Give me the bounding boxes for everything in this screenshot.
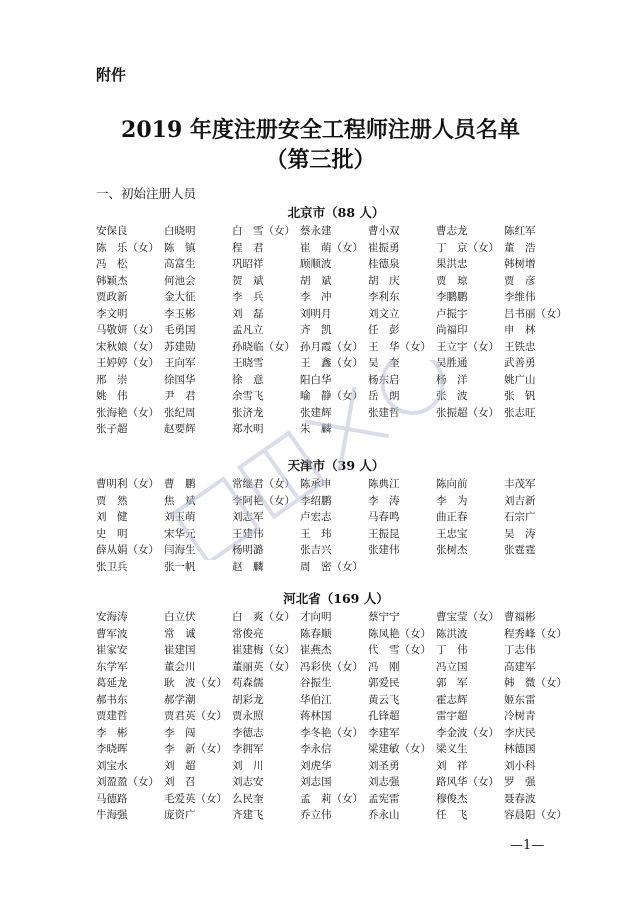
name-entry: 李 涛: [368, 494, 400, 507]
name-entry: 孙月霞（女）: [300, 340, 363, 353]
name-entry: 李永信: [300, 743, 332, 755]
region-hebei: [96, 590, 576, 824]
name-entry: 高建军: [504, 660, 536, 673]
name-entry: 李德志: [232, 726, 264, 739]
name-entry: 吴胜通: [436, 357, 468, 369]
name-entry: 申 林: [504, 324, 536, 336]
name-entry: 才向明: [300, 611, 332, 623]
name-entry: 何池会: [164, 274, 196, 287]
name-entry: 闫海生: [164, 544, 196, 556]
name-entry: 毛勇国: [164, 324, 196, 336]
name-entry: 张济龙: [232, 406, 264, 419]
name-entry: 代 雪（女）: [368, 644, 431, 656]
name-entry: 曲正春: [436, 511, 468, 523]
name-entry: 李绍鹏: [300, 494, 332, 507]
name-entry: 吴 涛: [504, 527, 536, 540]
name-entry: 冯立国: [436, 660, 468, 673]
name-entry: 李冬艳（女）: [300, 726, 363, 739]
name-entry: 郑水明: [232, 423, 264, 435]
name-entry: 徐 意: [232, 373, 264, 386]
name-entry: 胡彩龙: [232, 693, 264, 706]
name-entry: 张卫兵: [96, 560, 128, 573]
name-entry: 杨明潞: [232, 544, 264, 556]
name-entry: 齐 凯: [300, 324, 332, 336]
name-entry: 张建伟: [368, 544, 400, 556]
name-entry: 齐建飞: [232, 809, 264, 821]
name-entry: 陈凤艳（女）: [368, 627, 431, 640]
name-entry: 安海涛: [96, 611, 128, 623]
name-entry: 曹福彬: [504, 611, 536, 623]
region-title: 天津市（39 人）: [287, 458, 385, 473]
name-entry: 卢振宇: [436, 307, 468, 320]
name-entry: 任 彭: [368, 324, 400, 336]
name-entry: 曹宝莹（女）: [436, 611, 499, 623]
name-entry: 赵要辉: [164, 423, 196, 435]
document-subtitle: （第三批）: [265, 147, 376, 173]
name-entry: 贾 然: [96, 494, 128, 507]
name-entry: 张志旺: [504, 406, 536, 419]
name-entry: 马春鸣: [368, 511, 400, 523]
name-entry: 罗 强: [504, 776, 536, 788]
name-entry: 白 雪（女）: [232, 225, 295, 237]
name-entry: 马德路: [96, 792, 128, 805]
name-grid: [96, 476, 576, 575]
name-entry: 史 明: [96, 527, 128, 540]
name-entry: 朱 麟: [300, 423, 332, 435]
attachment-label: 附件: [96, 66, 127, 84]
name-entry: 安保良: [96, 225, 128, 237]
name-entry: 刘小科: [504, 759, 536, 772]
name-entry: 乔立伟: [300, 809, 332, 821]
name-entry: 孟凡立: [232, 324, 264, 336]
name-entry: 白 爽（女）: [232, 611, 295, 623]
name-entry: 张纪周: [164, 406, 196, 419]
name-entry: 刘 祥: [436, 759, 468, 772]
name-entry: 程秀峰（女）: [504, 627, 567, 640]
name-grid: [96, 609, 576, 824]
name-entry: 郝学潮: [164, 693, 196, 706]
name-entry: 李 为: [436, 494, 468, 507]
region-tianjin: [96, 457, 576, 575]
name-entry: 陈 镇: [164, 241, 196, 254]
name-entry: 曹明利（女）: [96, 478, 159, 490]
name-entry: 吕书丽（女）: [504, 307, 567, 320]
name-entry: 华伯江: [300, 693, 332, 706]
name-entry: 冯彩侠（女）: [300, 660, 363, 673]
name-entry: 张 钒: [504, 390, 536, 402]
name-entry: 刘圣勇: [368, 759, 400, 772]
name-entry: 张霆霆: [504, 544, 536, 556]
name-entry: 刘志安: [232, 776, 264, 788]
name-entry: 杨东启: [368, 373, 400, 386]
name-entry: 王婷婷（女）: [96, 357, 159, 369]
name-entry: 毛爱英（女）: [164, 792, 227, 805]
name-entry: 董 浩: [504, 241, 536, 254]
name-entry: 宋秋娘（女）: [96, 340, 159, 353]
name-entry: 黄云飞: [368, 693, 400, 706]
name-entry: 董会川: [164, 660, 196, 673]
name-entry: 聂春波: [504, 792, 536, 805]
name-entry: 刘 磊: [232, 307, 264, 320]
name-entry: 吴 奎: [368, 357, 400, 369]
name-entry: 谷振生: [300, 677, 332, 689]
name-entry: 李 新（女）: [164, 743, 227, 755]
name-entry: 刘 召: [164, 776, 196, 788]
name-entry: 冯 刚: [368, 660, 400, 673]
name-entry: 蔡永建: [300, 225, 332, 237]
name-entry: 崔家安: [96, 644, 128, 656]
name-entry: 雷宇超: [436, 710, 468, 722]
name-entry: 余雪飞: [232, 390, 264, 402]
region-title: 河北省（169 人）: [283, 591, 389, 606]
name-entry: 苏建勋: [164, 340, 196, 353]
name-grid: [96, 223, 576, 438]
name-entry: 刘志强: [368, 776, 400, 788]
name-entry: 刘宝水: [96, 759, 128, 772]
name-entry: 王晓雪: [232, 357, 264, 369]
name-entry: 郝书东: [96, 693, 128, 706]
name-entry: 顾顺波: [300, 258, 332, 270]
name-entry: 路风华（女）: [436, 776, 499, 788]
name-entry: 卢宏志: [300, 511, 332, 523]
name-entry: 王 玮: [300, 527, 332, 540]
name-entry: 王建伟: [232, 527, 264, 540]
name-entry: 李鹏鹏: [436, 291, 468, 303]
name-entry: 丁志伟: [504, 644, 536, 656]
name-entry: 武善勇: [504, 357, 536, 369]
name-entry: 崔建梅（女）: [232, 644, 295, 656]
name-entry: 焦 斌: [164, 494, 196, 507]
name-entry: 刘盈盈（女）: [96, 776, 159, 788]
name-entry: 贾永照: [232, 710, 264, 722]
name-entry: 陈承申: [300, 478, 332, 490]
name-entry: 刘吉新: [504, 494, 536, 507]
name-entry: 王向军: [164, 357, 196, 369]
name-entry: 张 波: [436, 390, 468, 402]
document-title: 2019 年度注册安全工程师注册人员名单: [121, 117, 520, 143]
name-entry: 喻 静（女）: [300, 390, 363, 402]
name-entry: 尹 君: [164, 390, 196, 402]
name-entry: 苟森儒: [232, 677, 264, 689]
name-entry: 郭爱民: [368, 677, 400, 689]
name-entry: 张海艳（女）: [96, 406, 159, 419]
name-entry: 常俊亮: [232, 627, 264, 640]
name-entry: 李文明: [96, 307, 128, 320]
name-entry: 刘 川: [232, 759, 264, 772]
name-entry: 桂德泉: [368, 258, 400, 270]
name-entry: 姚 伟: [96, 390, 128, 402]
name-entry: 陈典江: [368, 478, 400, 490]
name-entry: 宋华元: [164, 527, 196, 540]
name-entry: 东学军: [96, 660, 128, 673]
name-entry: 杨 洋: [436, 373, 468, 386]
name-entry: 张子超: [96, 423, 128, 435]
name-entry: 李拥军: [232, 743, 264, 755]
name-entry: 孔锋超: [368, 710, 400, 722]
name-entry: 果洪忠: [436, 258, 468, 270]
name-entry: 刘虎华: [300, 759, 332, 772]
name-entry: 曹军波: [96, 627, 128, 640]
name-entry: 任 飞: [436, 809, 468, 821]
name-entry: 丁 京（女）: [436, 241, 499, 254]
name-entry: 常继君（女）: [232, 478, 295, 490]
name-entry: 薛从娟（女）: [96, 544, 159, 556]
name-entry: 穆俊杰: [436, 792, 468, 805]
name-entry: 王 华（女）: [368, 340, 431, 353]
name-entry: 李利东: [368, 291, 400, 303]
name-entry: 崔振勇: [368, 241, 400, 254]
name-entry: 陈红军: [504, 225, 536, 237]
name-entry: 陈向前: [436, 478, 468, 490]
name-entry: 白晓明: [164, 225, 196, 237]
name-entry: 巩昭祥: [232, 258, 264, 270]
name-entry: 冷树青: [504, 710, 536, 722]
name-entry: 曹 鹏: [164, 478, 196, 490]
name-entry: 李 彬: [96, 726, 128, 739]
name-entry: 霍志辉: [436, 693, 468, 706]
region-beijing: [96, 204, 576, 438]
name-entry: 周 密（女）: [300, 560, 363, 573]
name-entry: 张建辉: [300, 406, 332, 419]
name-entry: 林德国: [504, 743, 536, 755]
name-entry: 李 闯: [164, 726, 196, 739]
name-entry: 丁 伟: [436, 644, 468, 656]
name-entry: 葛延龙: [96, 677, 128, 689]
name-entry: 韩 微（女）: [504, 677, 567, 689]
name-entry: 李金波（女）: [436, 726, 499, 739]
name-entry: 陈春顺: [300, 627, 332, 640]
name-entry: 阳白华: [300, 373, 332, 386]
name-entry: 贺 斌: [232, 274, 264, 287]
name-entry: 崔 萌（女）: [300, 241, 363, 254]
name-entry: 程 君: [232, 241, 264, 254]
name-entry: 马敬妍（女）: [96, 324, 159, 336]
name-entry: 李庆民: [504, 726, 536, 739]
name-entry: 崔建国: [164, 644, 196, 656]
name-entry: 刘志军: [232, 511, 264, 523]
name-entry: 崔燕杰: [300, 644, 332, 656]
name-entry: 庞资广: [164, 809, 196, 821]
name-entry: 高富生: [164, 258, 196, 270]
name-entry: 贾 琼: [436, 274, 468, 287]
name-entry: 王 鑫（女）: [300, 357, 363, 369]
name-entry: 贾 彦: [504, 274, 536, 287]
region-title: 北京市（88 人）: [287, 205, 385, 220]
name-entry: 刘 健: [96, 511, 128, 523]
name-entry: 乔永山: [368, 809, 400, 821]
name-entry: 金大征: [164, 291, 196, 303]
name-entry: 张吉兴: [300, 544, 332, 556]
name-entry: 徐国华: [164, 373, 196, 386]
name-entry: 张一帆: [164, 560, 196, 573]
name-entry: 梁建敏（女）: [368, 743, 431, 755]
name-entry: 冯 松: [96, 258, 128, 270]
name-entry: 曹志龙: [436, 225, 468, 237]
name-entry: 丰茂军: [504, 478, 536, 490]
name-entry: 赵 麟: [232, 560, 264, 573]
name-entry: 刘明月: [300, 307, 332, 320]
name-entry: 梁义生: [436, 743, 468, 755]
name-entry: 李晓晖: [96, 743, 128, 755]
name-entry: 邢 崇: [96, 373, 128, 386]
name-entry: 刘志国: [300, 776, 332, 788]
name-entry: 李 冲: [300, 291, 332, 303]
name-entry: 郭 军: [436, 677, 468, 689]
name-entry: 贾君英（女）: [164, 710, 227, 722]
name-entry: 王立宇（女）: [436, 340, 499, 353]
name-entry: 胡 斌: [300, 274, 332, 287]
name-entry: 韩树增: [504, 258, 536, 270]
name-entry: 胡 庆: [368, 274, 400, 287]
name-entry: 白立伏: [164, 611, 196, 623]
name-entry: 孙晓临（女）: [232, 340, 295, 353]
name-entry: 张振超（女）: [436, 406, 499, 419]
name-entry: 曹小双: [368, 225, 400, 237]
name-entry: 耿 波（女）: [164, 677, 227, 689]
name-entry: 陈洪波: [436, 627, 468, 640]
name-entry: 尚福印: [436, 324, 468, 336]
name-entry: 王铁忠: [504, 340, 536, 353]
name-entry: 岳 朗: [368, 390, 400, 402]
name-entry: 贾建哲: [96, 710, 128, 722]
name-entry: 石宗广: [504, 511, 536, 523]
name-entry: 王振昆: [368, 527, 400, 540]
name-entry: 姚广山: [504, 373, 536, 386]
name-entry: 蒋林国: [300, 710, 332, 722]
name-entry: 张树杰: [436, 544, 468, 556]
name-entry: 姬东雷: [504, 693, 536, 706]
name-entry: 常 诚: [164, 627, 196, 640]
name-entry: 贾政新: [96, 291, 128, 303]
name-entry: 刘 超: [164, 759, 196, 772]
name-entry: 容晨阳（女）: [504, 809, 567, 821]
name-entry: 牛海强: [96, 809, 128, 821]
name-entry: 孟宪雷: [368, 792, 400, 805]
name-entry: 孟 莉（女）: [300, 792, 363, 805]
name-entry: 韩颖杰: [96, 274, 128, 287]
section-heading: 一、初始注册人员: [96, 186, 197, 201]
name-entry: 李玉彬: [164, 307, 196, 320]
name-entry: 张建哲: [368, 406, 400, 419]
name-entry: 陈 乐（女）: [96, 241, 159, 254]
page-number: —1—: [510, 838, 545, 853]
name-entry: 李阿艳（女）: [232, 494, 295, 507]
name-entry: 董丽英（女）: [232, 660, 295, 673]
name-entry: 蔡宁宁: [368, 611, 400, 623]
name-entry: 李建军: [368, 726, 400, 739]
name-entry: 么民奎: [232, 792, 264, 805]
name-entry: 王忠宝: [436, 527, 468, 540]
name-entry: 刘文立: [368, 307, 400, 320]
name-entry: 刘玉萌: [164, 511, 196, 523]
name-entry: 李 兵: [232, 291, 264, 303]
name-entry: 李维伟: [504, 291, 536, 303]
